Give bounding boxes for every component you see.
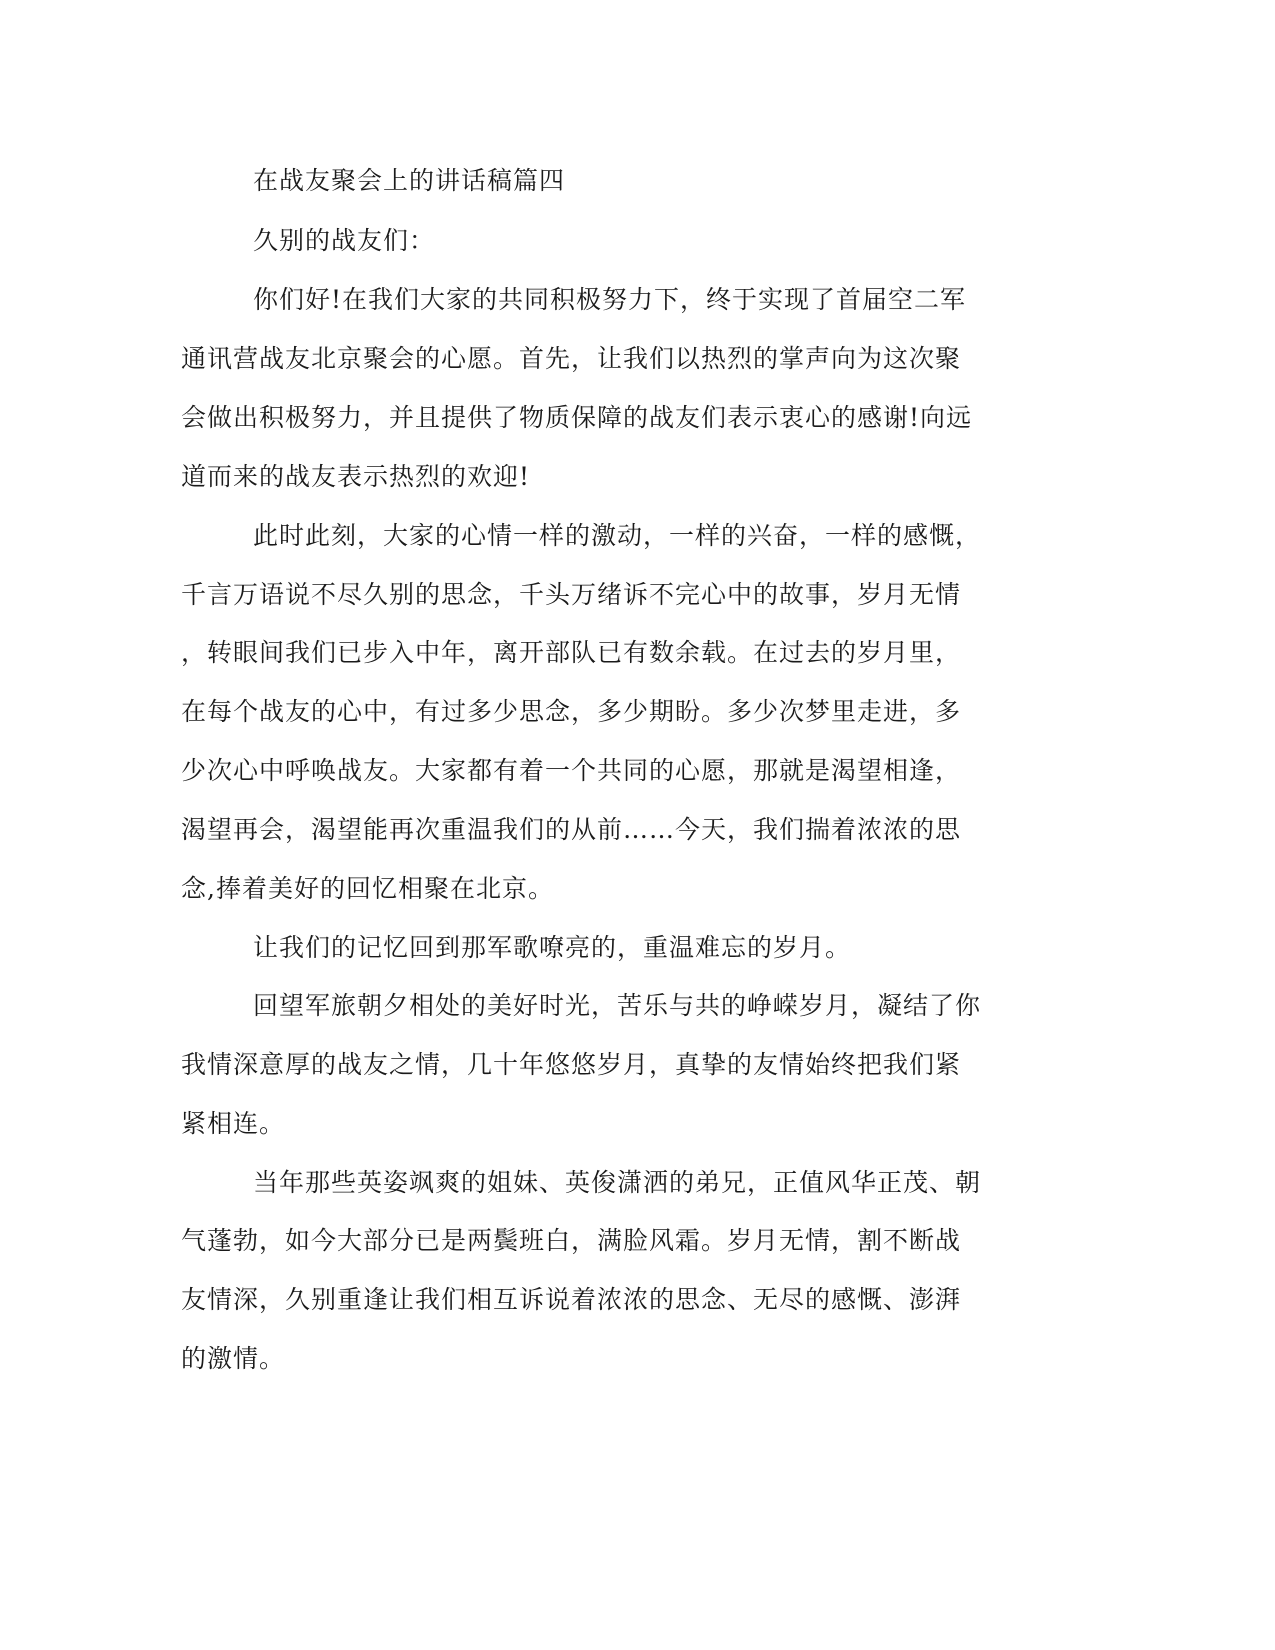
paragraph-line: 紧相连。 [181,1109,286,1138]
paragraph-line: 道而来的战友表示热烈的欢迎! [181,462,531,491]
paragraph-line: ，转眼间我们已步入中年，离开部队已有数余载。在过去的岁月里， [181,638,962,667]
document-title: 在战友聚会上的讲话稿篇四 [253,166,566,195]
paragraph-line: 回望军旅朝夕相处的美好时光，苦乐与共的峥嵘岁月，凝结了你 [253,991,982,1020]
paragraph-line: 少次心中呼唤战友。大家都有着一个共同的心愿，那就是渴望相逢， [181,756,962,785]
paragraph-line: 千言万语说不尽久别的思念，千头万绪诉不完心中的故事，岁月无情 [181,580,962,609]
paragraph-line: 让我们的记忆回到那军歌嘹亮的，重温难忘的岁月。 [253,933,852,962]
greeting: 久别的战友们： [253,226,436,255]
paragraph-line: 此时此刻，大家的心情一样的激动，一样的兴奋，一样的感慨， [253,521,982,550]
paragraph-line: 的激情。 [181,1344,286,1373]
paragraph-line: 在每个战友的心中，有过多少思念，多少期盼。多少次梦里走进，多 [181,697,962,726]
paragraph-line: 通讯营战友北京聚会的心愿。首先，让我们以热烈的掌声向为这次聚 [181,344,962,373]
paragraph-line: 友情深，久别重逢让我们相互诉说着浓浓的思念、无尽的感慨、澎湃 [181,1285,962,1314]
paragraph-line: 气蓬勃，如今大部分已是两鬓班白，满脸风霜。岁月无情，割不断战 [181,1226,962,1255]
paragraph-line: 我情深意厚的战友之情，几十年悠悠岁月，真挚的友情始终把我们紧 [181,1050,962,1079]
paragraph-line: 你们好!在我们大家的共同积极努力下，终于实现了首届空二军 [253,285,967,314]
paragraph-line: 会做出积极努力，并且提供了物质保障的战友们表示衷心的感谢!向远 [181,403,973,432]
paragraph-line: 渴望再会，渴望能再次重温我们的从前……今天，我们揣着浓浓的思 [181,815,962,844]
paragraph-line: 念,捧着美好的回忆相聚在北京。 [181,874,554,903]
paragraph-line: 当年那些英姿飒爽的姐妹、英俊潇洒的弟兄，正值风华正茂、朝 [253,1168,982,1197]
